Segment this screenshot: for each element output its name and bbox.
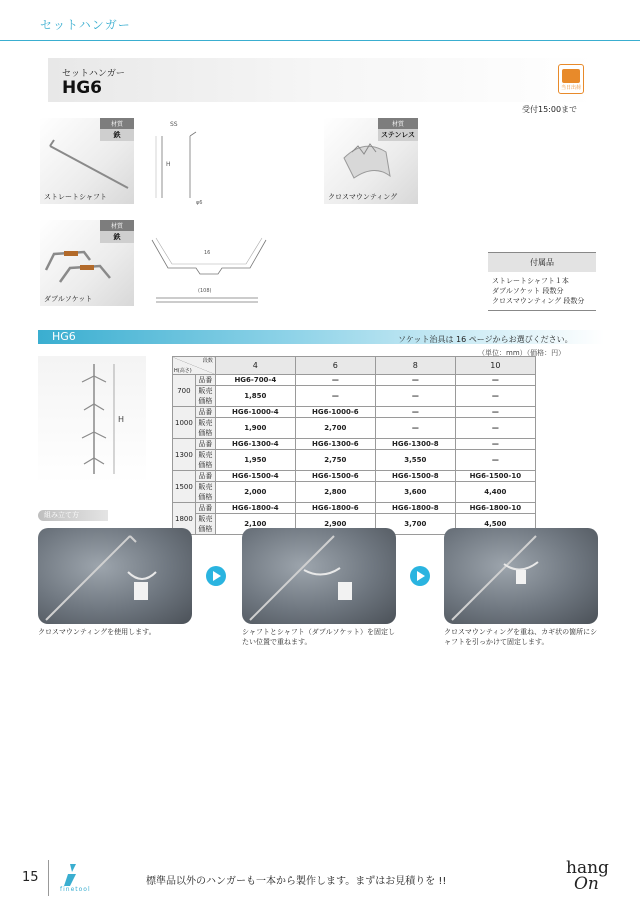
part-label: ストレートシャフト — [44, 193, 107, 201]
corner-header: 段数 H(高さ) — [173, 357, 216, 375]
table-row — [173, 439, 536, 450]
price-cell: 2,000 — [215, 482, 295, 503]
header-rule — [0, 40, 640, 41]
accessories-list — [488, 272, 596, 311]
hanger-height-image — [38, 356, 146, 484]
assembly-step-2-photo — [242, 528, 396, 624]
truck-icon — [562, 69, 580, 83]
accept-time: 受付15:00まで — [522, 105, 578, 114]
price-cell: — — [455, 386, 535, 407]
brand-mark-line2: On — [574, 874, 599, 894]
material-tag: 材質 ステンレス — [378, 118, 418, 141]
section-title: HG6 — [52, 330, 76, 343]
height-cell: 1500 — [173, 471, 196, 503]
part-number-cell: HG6-1800-8 — [375, 503, 455, 514]
part-number-cell: — — [375, 407, 455, 418]
table-row — [173, 386, 536, 407]
part-number-label: 品番 — [195, 503, 215, 514]
brand-mark-line1: hang — [566, 858, 609, 878]
part-number-cell: HG6-1500-10 — [455, 471, 535, 482]
price-cell: 3,600 — [375, 482, 455, 503]
table-row — [173, 471, 536, 482]
table-row — [173, 450, 536, 471]
price-cell: 4,500 — [455, 514, 535, 535]
page-number: 15 — [22, 870, 39, 885]
price-cell: 2,700 — [295, 418, 375, 439]
price-cell: — — [455, 450, 535, 471]
part-number-cell: HG6-700-4 — [215, 375, 295, 386]
assembly-tab — [38, 510, 108, 521]
assembly-title: 組み立て方 — [44, 511, 79, 519]
height-diagram — [38, 356, 146, 484]
price-cell: 2,750 — [295, 450, 375, 471]
height-cell: 1300 — [173, 439, 196, 471]
part-number-cell: HG6-1000-4 — [215, 407, 295, 418]
svg-text:H: H — [166, 161, 171, 168]
price-cell: — — [455, 418, 535, 439]
price-label: 販売価格 — [195, 514, 215, 535]
photo-double-socket — [40, 220, 134, 306]
product-subtitle: セットハンガー — [62, 69, 125, 79]
price-cell: 3,700 — [375, 514, 455, 535]
logo-text: finetool — [60, 886, 91, 893]
shaft-drawing — [148, 118, 218, 206]
badge-label: 当日出荷 — [560, 85, 581, 91]
part-number-cell: HG6-1500-6 — [295, 471, 375, 482]
page-header — [0, 0, 640, 42]
price-cell: 1,950 — [215, 450, 295, 471]
price-cell: 3,550 — [375, 450, 455, 471]
product-title-box — [48, 58, 596, 102]
part-number-cell: — — [375, 375, 455, 386]
step-1-caption: クロスマウンティングを使用します。 — [38, 628, 156, 636]
column-header: 8 — [375, 357, 455, 375]
spec-table — [172, 356, 536, 535]
part-number-cell: HG6-1300-8 — [375, 439, 455, 450]
assembly-step-1-photo — [38, 528, 192, 624]
column-header: 10 — [455, 357, 535, 375]
svg-text:SS: SS — [170, 121, 178, 128]
part-number-label: 品番 — [195, 471, 215, 482]
step-2-image — [242, 528, 396, 624]
height-cell: 700 — [173, 375, 196, 407]
part-number-cell: — — [295, 375, 375, 386]
table-row — [173, 482, 536, 503]
next-arrow-icon — [410, 566, 430, 586]
part-number-cell: HG6-1500-8 — [375, 471, 455, 482]
part-number-label: 品番 — [195, 407, 215, 418]
price-cell: 2,900 — [295, 514, 375, 535]
accessories-box — [488, 252, 596, 311]
accessories-title: 付属品 — [488, 252, 596, 272]
table-row — [173, 503, 536, 514]
svg-text:16: 16 — [204, 250, 211, 256]
photo-cross-mounting — [324, 118, 418, 204]
svg-text:(108): (108) — [198, 288, 212, 294]
part-number-cell: HG6-1000-6 — [295, 407, 375, 418]
part-number-cell: — — [455, 407, 535, 418]
part-label: クロスマウンティング — [328, 193, 398, 201]
part-number-cell: HG6-1500-4 — [215, 471, 295, 482]
material-tag: 材質 鉄 — [100, 118, 134, 141]
part-number-cell: HG6-1800-6 — [295, 503, 375, 514]
price-label: 販売価格 — [195, 418, 215, 439]
height-cell: 1000 — [173, 407, 196, 439]
table-row — [173, 418, 536, 439]
part-number-cell: HG6-1800-10 — [455, 503, 535, 514]
accessory-item: ダブルソケット 段数分 — [492, 287, 564, 295]
part-number-cell: — — [455, 439, 535, 450]
custom-order-message: 標準品以外のハンガーも一本から製作します。まずはお見積りを !! — [146, 876, 447, 887]
price-cell: 1,850 — [215, 386, 295, 407]
column-header: 4 — [215, 357, 295, 375]
price-cell: — — [295, 386, 375, 407]
footer-divider — [48, 860, 49, 896]
price-cell: — — [375, 386, 455, 407]
svg-text:φ6: φ6 — [196, 200, 203, 206]
price-cell: 2,800 — [295, 482, 375, 503]
price-cell: 1,900 — [215, 418, 295, 439]
step-3-caption: クロスマウンティングを重ね、カギ状の箇所にシャフトを引っかけて固定します。 — [444, 628, 598, 646]
socket-jig-note: ソケット治具は 16 ページからお選びください。 — [398, 335, 573, 344]
price-cell: — — [375, 418, 455, 439]
next-arrow-icon — [206, 566, 226, 586]
part-number-cell: HG6-1300-4 — [215, 439, 295, 450]
height-cell: 1800 — [173, 503, 196, 535]
assembly-step-3-photo — [444, 528, 598, 624]
material-tag: 材質 鉄 — [100, 220, 134, 243]
column-header: 6 — [295, 357, 375, 375]
price-label: 販売価格 — [195, 482, 215, 503]
step-1-image — [38, 528, 192, 624]
table-row — [173, 375, 536, 386]
step-2-caption: シャフトとシャフト（ダブルソケット）を固定したい位置で重ねます。 — [242, 628, 396, 646]
table-row — [173, 407, 536, 418]
photo-straight-shaft — [40, 118, 134, 204]
step-3-image — [444, 528, 598, 624]
part-number-label: 品番 — [195, 375, 215, 386]
same-day-shipping-badge — [558, 64, 584, 94]
price-cell: 4,400 — [455, 482, 535, 503]
svg-text:H: H — [118, 415, 125, 424]
price-cell: 2,100 — [215, 514, 295, 535]
price-label: 販売価格 — [195, 450, 215, 471]
accessory-item: クロスマウンティング 段数分 — [492, 297, 585, 305]
part-number-cell: — — [455, 375, 535, 386]
part-label: ダブルソケット — [44, 295, 93, 303]
price-label: 販売価格 — [195, 386, 215, 407]
category-title: セットハンガー — [40, 18, 131, 32]
socket-drawing — [146, 218, 272, 310]
product-model: HG6 — [62, 78, 103, 98]
part-number-label: 品番 — [195, 439, 215, 450]
part-number-cell: HG6-1300-6 — [295, 439, 375, 450]
part-number-cell: HG6-1800-4 — [215, 503, 295, 514]
unit-note: （単位：mm）（価格：円） — [478, 349, 566, 357]
accessory-item: ストレートシャフト１本 — [492, 277, 569, 285]
